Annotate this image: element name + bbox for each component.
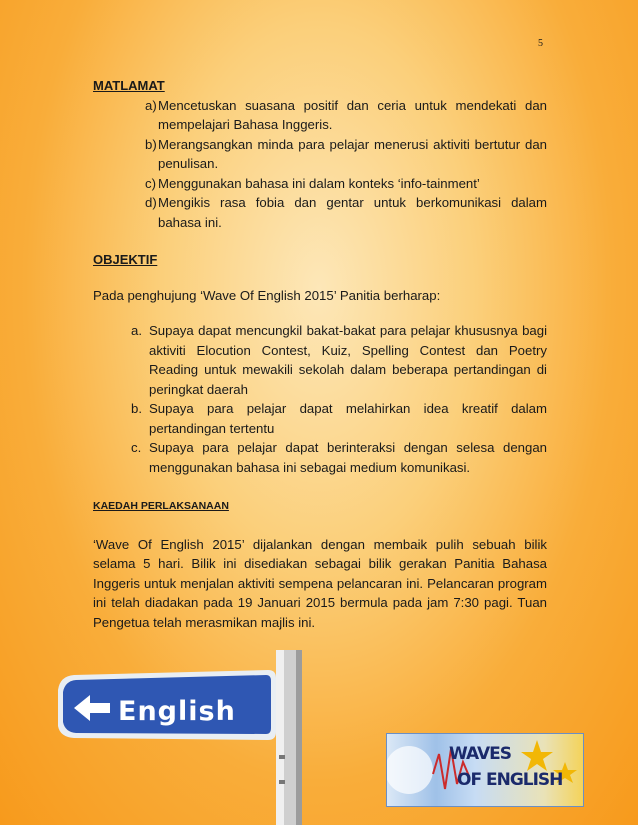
list-item bbox=[93, 135, 547, 174]
logo-line2: OF ENGLISH bbox=[457, 770, 563, 790]
list-item bbox=[93, 321, 547, 399]
list-item bbox=[93, 174, 547, 194]
list-item-text: Supaya dapat mencungkil bakat-bakat para pelajar khususnya bagi aktiviti Elocution Contest, Kuiz, Spelling Contest dan Poetry Reading untuk mewakili sekolah dalam beberapa pertandingan di peringkat daerah bbox=[149, 323, 547, 397]
document-body bbox=[93, 76, 547, 632]
sign-label: English bbox=[118, 696, 236, 727]
objektif-heading: OBJEKTIF bbox=[93, 252, 158, 267]
page-number: 5 bbox=[538, 38, 543, 49]
list-item bbox=[93, 438, 547, 477]
list-marker: c) bbox=[145, 175, 156, 191]
list-item-text: Menggunakan bahasa ini dalam konteks ‘info-tainment’ bbox=[158, 175, 480, 191]
list-item bbox=[93, 193, 547, 232]
kaedah-paragraph: ‘Wave Of English 2015’ dijalankan dengan membaik pulih sebuah bilik selama 5 hari. Bilik ini disediakan sebagai bilik gerakan Panitia Bahasa Inggeris untuk menjalan aktiviti sempena pelancaran ini. Pelancaran program ini telah diadakan pada 19 Januari 2015 bermula pada jam 7:30 pagi. Tuan Pengetua telah merasmikan majlis ini. bbox=[93, 536, 547, 630]
list-item-text: Mengikis rasa fobia dan gentar untuk berkomunikasi dalam bahasa ini. bbox=[158, 195, 547, 230]
list-marker: a. bbox=[131, 323, 142, 338]
list-marker: d) bbox=[145, 195, 157, 210]
list-item bbox=[93, 96, 547, 135]
list-marker: b) bbox=[145, 136, 157, 152]
matlamat-heading: MATLAMAT bbox=[93, 78, 165, 93]
list-marker: b. bbox=[131, 401, 142, 416]
list-item bbox=[93, 399, 547, 438]
list-item-text: Supaya para pelajar dapat berinteraksi dengan selesa dengan menggunakan bahasa ini sebagai medium komunikasi. bbox=[149, 440, 547, 475]
logo-line1: WAVES bbox=[449, 744, 512, 764]
matlamat-list bbox=[93, 96, 547, 233]
objektif-intro: Pada penghujung ‘Wave Of English 2015’ Panitia berharap: bbox=[93, 287, 441, 303]
list-marker: a) bbox=[145, 97, 157, 113]
list-marker: c. bbox=[131, 440, 142, 455]
list-item-text: Supaya para pelajar dapat melahirkan idea kreatif dalam pertandingan tertentu bbox=[149, 401, 547, 436]
english-street-sign bbox=[0, 640, 330, 825]
list-item-text: Merangsangkan minda para pelajar menerusi aktiviti bertutur dan penulisan. bbox=[158, 136, 547, 171]
list-item-text: Mencetuskan suasana positif dan ceria untuk mendekati dan mempelajari Bahasa Inggeris. bbox=[158, 97, 547, 132]
kaedah-heading: KAEDAH PERLAKSANAAN bbox=[93, 500, 229, 512]
objektif-list bbox=[93, 321, 547, 477]
waves-of-english-logo bbox=[386, 733, 584, 807]
